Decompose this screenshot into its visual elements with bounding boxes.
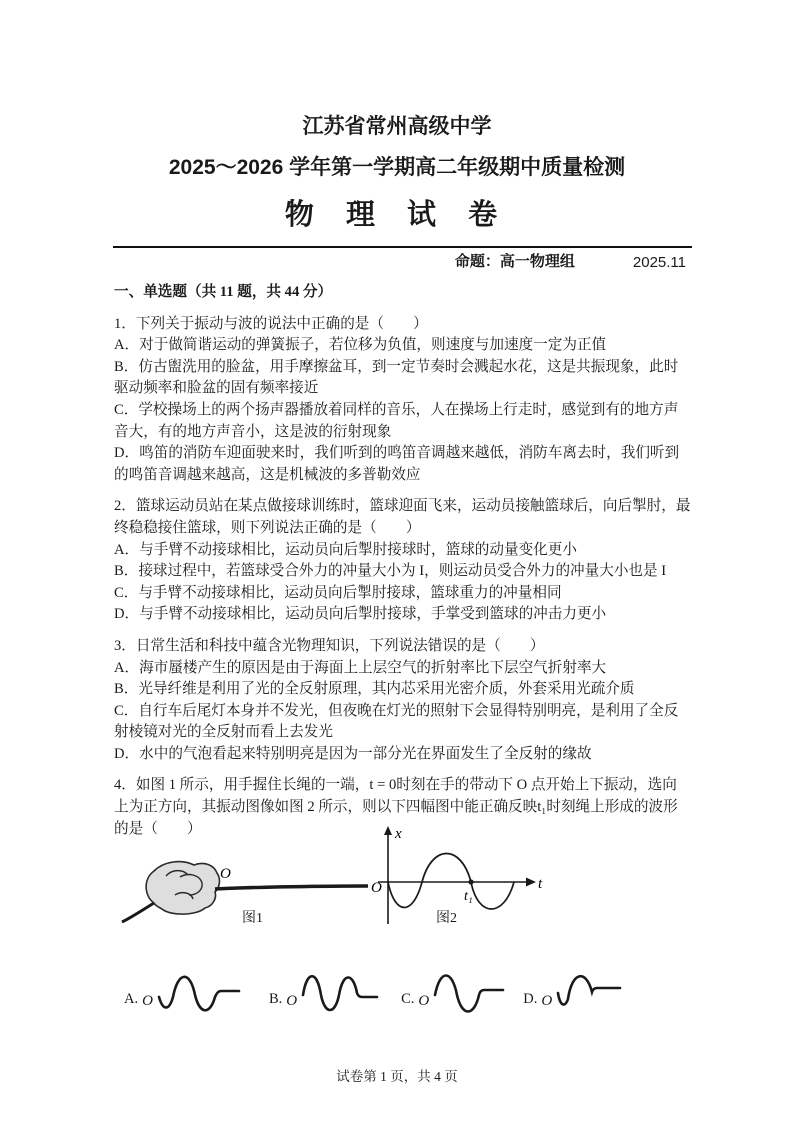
rope-origin-label: O [220,866,231,883]
exam-date: 2025.11 [632,254,686,271]
question-1-stem: 1．下列关于振动与波的说法中正确的是（ ） [114,315,428,332]
t-axis-arrow [526,878,536,887]
y-axis-arrow [384,826,392,835]
t1-label: t₁ [464,889,473,905]
option-d-origin: O [541,992,553,1009]
question-3-option-a: A．海市蜃楼产生的原因是由于海面上上层空气的折射率比下层空气折射率大 [114,659,607,676]
question-3-option-d: D．水中的气泡看起来特别明亮是因为一部分光在界面发生了全反射的缘故 [114,745,592,762]
origin-label: O [371,880,382,897]
question-1-option-d-cont: 的鸣笛音调越来越高，这是机械波的多普勒效应 [114,466,421,483]
y-axis-label: x [395,826,402,843]
figure-2-vibration-graph [366,824,548,936]
question-2-stem-cont: 终稳稳接住篮球，则下列说法正确的是（ ） [114,519,421,536]
option-a [124,966,253,1016]
question-4-answer-waveforms [124,966,694,1016]
option-b [269,966,385,1016]
fist-shape [146,862,219,915]
option-d-label: D. [523,990,538,1007]
figure-2-caption: 图2 [436,911,457,927]
question-2-stem: 2．篮球运动员站在某点做接球训练时，篮球迎面飞来，运动员接触篮球后，向后掣肘，最 [114,498,691,515]
header [0,0,794,273]
question-1-option-d: D．鸣笛的消防车迎面驶来时，我们听到的鸣笛音调越来越低，消防车离去时，我们听到 [114,445,680,462]
paper-body [114,282,694,1016]
question-2-option-c: C．与手臂不动接球相比，运动员向后掣肘接球，篮球重力的冲量相同 [114,584,562,601]
arm-line [122,903,154,922]
page-footer: 试卷第 1 页，共 4 页 [336,1069,458,1084]
question-3-option-c: C．自行车后尾灯本身并不发光，但夜晚在灯光的照射下会显得特别明亮，是利用了全反 [114,702,679,719]
option-b-label: B. [268,990,283,1007]
question-2 [114,496,694,626]
rope-line [215,886,368,889]
t1-point [468,880,473,885]
question-2-option-b: B．接球过程中，若篮球受合外力的冲量大小为 I，则运动员受合外力的冲量大小也是 I [114,563,667,580]
question-3-stem: 3．日常生活和科技中蕴含光物理知识，下列说法错误的是（ ） [114,637,545,654]
question-2-option-a: A．与手臂不动接球相比，运动员向后掣肘接球时，篮球的动量变化更小 [114,541,577,558]
section-heading: 一、单选题（共 11 题，共 44 分） [114,284,333,300]
question-1-option-b-cont: 驱动频率和脸盆的固有频率接近 [114,380,319,397]
option-c-origin: O [418,992,430,1009]
question-1-option-b: B．仿古盥洗用的脸盆，用手摩擦盆耳，到一定节奏时会溅起水花，这是共振现象，此时 [114,358,679,375]
setter-label: 命题：高一物理组 [454,254,575,270]
header-divider [113,246,692,248]
question-1 [114,314,694,487]
option-c [401,966,507,1016]
option-c-label: C. [401,990,415,1007]
question-2-option-d: D．与手臂不动接球相比，运动员向后掣肘接球，手掌受到篮球的冲击力更小 [114,606,607,623]
exam-session-title: 2025～2026 学年第一学期高二年级期中质量检测 [168,156,626,179]
question-4-stem-end: 的是（ ） [114,820,202,837]
option-a-origin: O [142,992,153,1009]
option-c-waveform [433,966,507,1016]
question-3-option-b: B．光导纤维是利用了光的全反射原理，其内芯采用光密介质，外套采用光疏介质 [114,681,635,698]
question-4-stem: 4．如图 1 所示，用手握住长绳的一端，t = 0时刻在手的带动下 O 点开始上下振动，选向 [114,777,677,794]
option-b-origin: O [286,992,298,1009]
question-4-stem-cont: 上为正方向，其振动图像如图 2 所示，则以下四幅图中能正确反映t₁时刻绳上形成的波形 [114,799,678,816]
question-3 [114,636,694,766]
paper-title: 物 理 试 卷 [284,199,510,231]
school-name: 江苏省常州高级中学 [302,115,492,138]
question-3-option-c-cont: 射棱镜对光的全反射而看上去发光 [114,724,333,741]
question-1-option-c: C．学校操场上的两个扬声器播放着同样的音乐，人在操场上行走时，感觉到有的地方声 [114,401,679,418]
figure-1-caption: 图1 [242,911,263,927]
option-a-waveform [157,966,253,1016]
meta-line [113,252,686,273]
question-1-option-a: A．对于做简谐运动的弹簧振子，若位移为负值，则速度与加速度一定为正值 [114,337,607,354]
t-axis-label: t [538,876,543,893]
option-b-waveform [301,966,385,1016]
option-d-waveform [556,966,634,1016]
option-a-label: A. [124,990,139,1007]
question-1-option-c-cont: 音大，有的地方声音小，这是波的衍射现象 [114,423,392,440]
option-d [523,966,634,1016]
